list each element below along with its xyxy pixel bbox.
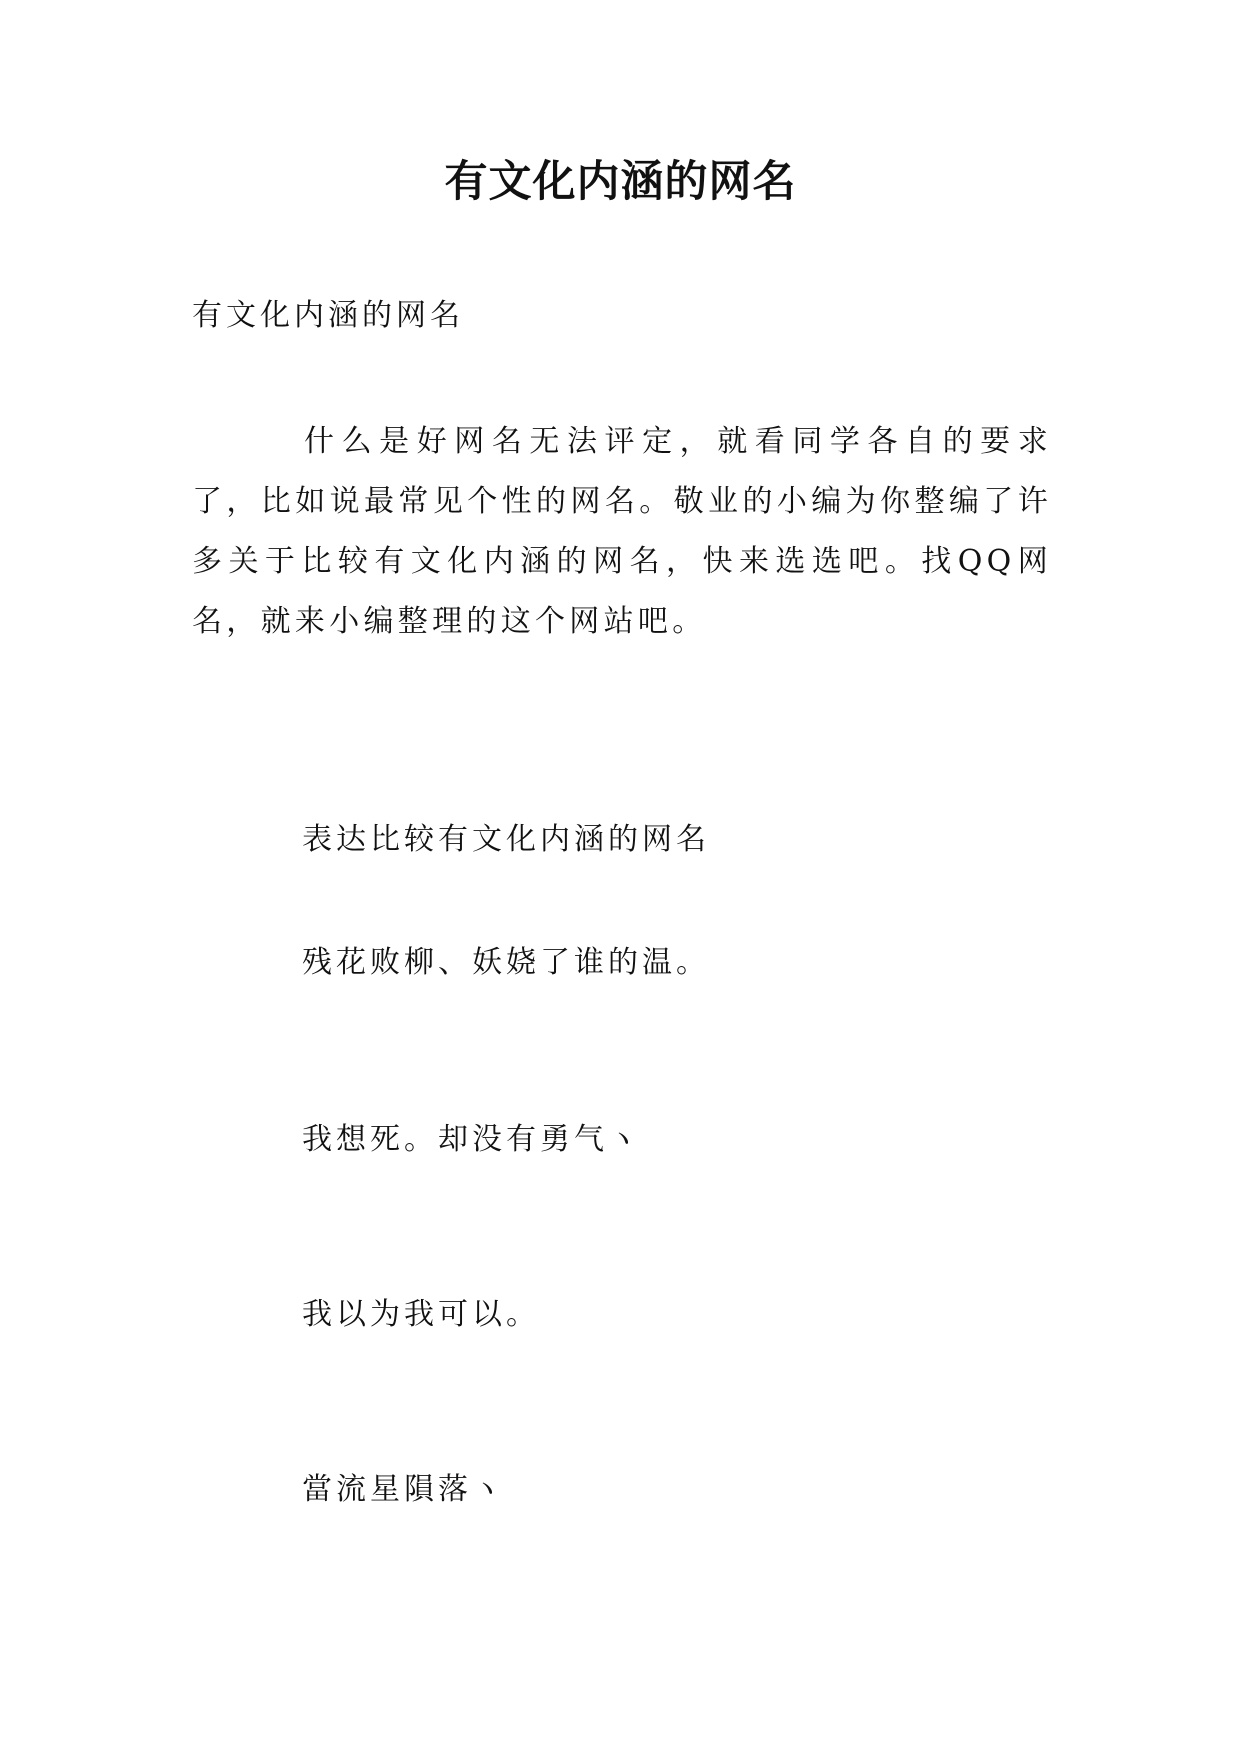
intro-paragraph: 什么是好网名无法评定，就看同学各自的要求了，比如说最常见个性的网名。敬业的小编为你整编了许多关于比较有文化内涵的网名，快来选选吧。找QQ网名，就来小编整理的这个网站吧。	[192, 424, 1052, 639]
name-item: 残花败柳、妖娆了谁的温。	[302, 945, 710, 980]
name-item: 我以为我可以。	[302, 1297, 540, 1332]
name-item: 我想死。却没有勇气ヽ	[302, 1122, 642, 1157]
document-title: 有文化内涵的网名	[444, 157, 797, 207]
section-heading: 表达比较有文化内涵的网名	[302, 822, 710, 857]
document-subtitle: 有文化内涵的网名	[192, 298, 464, 333]
name-item: 當流星隕落ヽ	[302, 1472, 506, 1507]
